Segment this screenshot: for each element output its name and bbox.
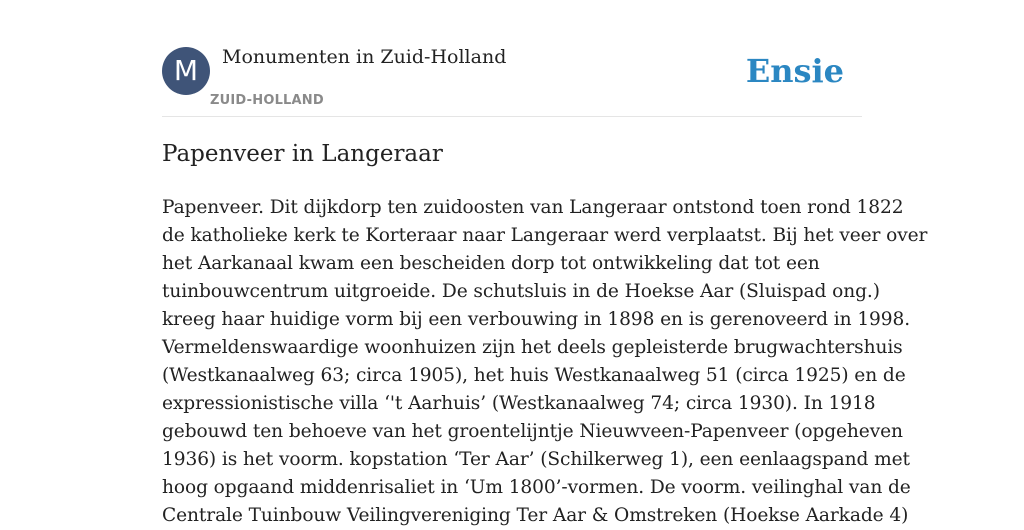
article-title: Papenveer in Langeraar [162,141,443,167]
body-line: kreeg haar huidige vorm bij een verbouwing in 1898 en is gerenoveerd in 1998. [162,309,911,330]
body-line: (Westkanaalweg 63; circa 1905), het huis Westkanaalweg 51 (circa 1925) en de [162,365,906,386]
header [162,46,862,117]
body-line: de katholieke kerk te Korteraar naar Langeraar werd verplaatst. Bij het veer over [162,225,928,246]
body-line: Vermeldenswaardige woonhuizen zijn het deels gepleisterde brugwachtershuis [162,337,903,358]
source-title[interactable]: Monumenten in Zuid-Holland [222,46,507,68]
body-line: gebouwd ten behoeve van het groentelijntje Nieuwveen-Papenveer (opgeheven [162,421,903,442]
body-line: tuinbouwcentrum uitgroeide. De schutsluis in de Hoekse Aar (Sluispad ong.) [162,281,880,302]
article-body [162,194,928,530]
brand-logo[interactable]: Ensie [745,52,844,90]
body-line: expressionistische villa ‘'t Aarhuis’ (Westkanaalweg 74; circa 1930). In 1918 [162,393,876,414]
body-line: hoog opgaand middenrisaliet in ‘Um 1800’-vormen. De voorm. veilinghal van de [162,477,911,498]
body-line: Centrale Tuinbouw Veilingvereniging Ter Aar & Omstreken (Hoekse Aarkade 4) [162,505,909,526]
body-line: het Aarkanaal kwam een bescheiden dorp tot ontwikkeling dat tot een [162,253,820,274]
source-subtitle[interactable]: ZUID-HOLLAND [210,93,324,108]
avatar[interactable]: M [162,47,210,95]
body-line: Papenveer. Dit dijkdorp ten zuidoosten van Langeraar ontstond toen rond 1822 [162,197,904,218]
body-line: 1936) is het voorm. kopstation ‘Ter Aar’ (Schilkerweg 1), een eenlaagspand met [162,449,910,470]
